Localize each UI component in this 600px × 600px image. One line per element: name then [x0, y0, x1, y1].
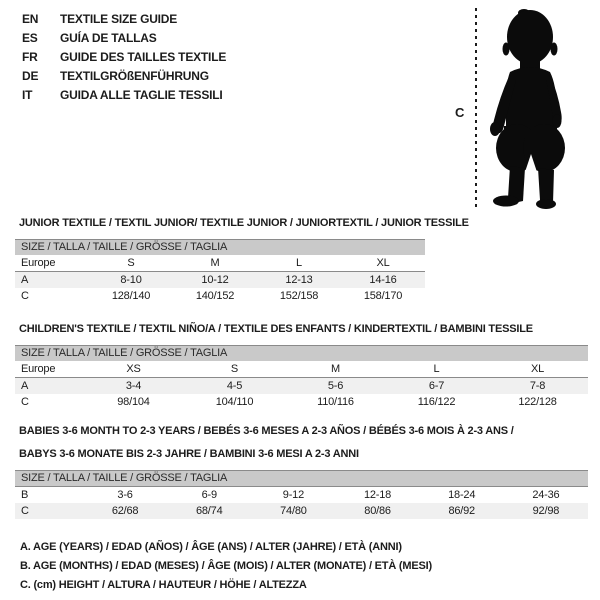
- table-row: [15, 272, 425, 289]
- language-title: TEXTILE SIZE GUIDE: [60, 12, 178, 26]
- section-title: BABYS 3-6 MONATE BIS 2-3 JAHRE / BAMBINI 3-6 MESI A 2-3 ANNI: [19, 448, 359, 460]
- row-label-cell: A: [21, 274, 29, 286]
- table-row: [15, 487, 588, 503]
- row-label-cell: Europe: [15, 361, 83, 378]
- table-cell: XL: [487, 361, 588, 378]
- table-cell: 7-8: [529, 380, 546, 392]
- table-row: [15, 394, 588, 410]
- table-row: [15, 503, 588, 519]
- row-label-cell: B: [21, 489, 29, 501]
- table-cell: 12-13: [285, 274, 313, 286]
- baby-silhouette-graphic: [484, 8, 580, 212]
- table-cell: 24-36: [532, 489, 560, 501]
- table-cell: 98/104: [117, 396, 150, 408]
- table-cell: 3-6: [117, 489, 133, 501]
- table-cell: 74/80: [280, 505, 307, 517]
- height-measure-label: C: [455, 105, 465, 120]
- language-code: FR: [22, 50, 38, 64]
- children-textile-section: [15, 322, 588, 410]
- table-cell: 14-16: [369, 274, 397, 286]
- table-cell: 80/86: [364, 505, 391, 517]
- language-row: [22, 88, 226, 107]
- table-cell: 152/158: [279, 290, 319, 302]
- size-table: [15, 255, 425, 304]
- table-cell: 8-10: [120, 274, 142, 286]
- size-table: [15, 487, 588, 519]
- table-cell: 158/170: [363, 290, 403, 302]
- table-cell: M: [285, 361, 386, 378]
- table-cell: L: [386, 361, 487, 378]
- size-table: [15, 361, 588, 410]
- language-row: [22, 69, 226, 88]
- measure-legend-line: A. AGE (YEARS) / EDAD (AÑOS) / ÂGE (ANS) / ALTER (JAHRE) / ETÀ (ANNI): [20, 541, 402, 553]
- section-title: JUNIOR TEXTILE / TEXTIL JUNIOR/ TEXTILE JUNIOR / JUNIORTEXTIL / JUNIOR TESSILE: [19, 217, 469, 229]
- table-cell: 9-12: [282, 489, 304, 501]
- table-row: [15, 288, 425, 304]
- table-cell: 128/140: [111, 290, 151, 302]
- table-cell: 18-24: [448, 489, 476, 501]
- table-cell: 5-6: [327, 380, 344, 392]
- table-row: [15, 378, 588, 395]
- table-cell: 122/128: [518, 396, 557, 408]
- table-cell: 116/122: [417, 396, 456, 408]
- row-label-cell: C: [21, 290, 29, 302]
- language-title: TEXTILGRÖßENFÜHRUNG: [60, 69, 209, 83]
- measure-legend-line: C. (cm) HEIGHT / ALTURA / HAUTEUR / HÖHE / ALTEZZA: [20, 579, 307, 591]
- table-cell: 4-5: [226, 380, 243, 392]
- language-row: [22, 12, 226, 31]
- table-cell: 3-4: [125, 380, 142, 392]
- language-title-list: [22, 12, 226, 107]
- table-cell: XS: [83, 361, 184, 378]
- size-bar-header: SIZE / TALLA / TAILLE / GRÖSSE / TAGLIA: [15, 470, 588, 487]
- height-measure-dotted-line: [475, 8, 477, 210]
- table-cell: 6-7: [428, 380, 445, 392]
- language-title: GUÍA DE TALLAS: [60, 31, 157, 45]
- table-cell: 10-12: [201, 274, 229, 286]
- row-label-cell: A: [21, 380, 29, 392]
- table-cell: 92/98: [532, 505, 560, 517]
- table-row: [15, 361, 588, 378]
- junior-textile-section: [15, 216, 469, 304]
- language-row: [22, 50, 226, 69]
- table-cell: 6-9: [201, 489, 217, 501]
- language-code: IT: [22, 88, 33, 102]
- measure-legend: [20, 538, 432, 595]
- table-cell: 86/92: [448, 505, 475, 517]
- language-title: GUIDA ALLE TAGLIE TESSILI: [60, 88, 223, 102]
- babies-textile-section: [15, 424, 588, 519]
- row-label-cell: Europe: [15, 255, 89, 272]
- row-label-cell: C: [21, 396, 29, 408]
- table-cell: 68/74: [195, 505, 223, 517]
- language-code: ES: [22, 31, 38, 45]
- language-title: GUIDE DES TAILLES TEXTILE: [60, 50, 227, 64]
- table-cell: S: [184, 361, 285, 378]
- row-label-cell: C: [21, 505, 29, 517]
- section-title: CHILDREN'S TEXTILE / TEXTIL NIÑO/A / TEXTILE DES ENFANTS / KINDERTEXTIL / BAMBINI TESSILE: [19, 323, 533, 335]
- table-row: [15, 255, 425, 272]
- table-cell: 104/110: [215, 396, 254, 408]
- table-cell: 62/68: [111, 505, 139, 517]
- section-title: BABIES 3-6 MONTH TO 2-3 YEARS / BEBÉS 3-6 MESES A 2-3 AÑOS / BÉBÉS 3-6 MOIS À 2-3 ANS /: [19, 425, 514, 437]
- table-cell: 110/116: [317, 396, 354, 408]
- size-bar-header: SIZE / TALLA / TAILLE / GRÖSSE / TAGLIA: [15, 239, 425, 255]
- table-cell: 140/152: [195, 290, 235, 302]
- measure-legend-line: B. AGE (MONTHS) / EDAD (MESES) / ÂGE (MOIS) / ALTER (MONATE) / ETÀ (MESI): [20, 560, 432, 572]
- table-cell: S: [89, 255, 173, 272]
- table-cell: M: [173, 255, 257, 272]
- table-cell: 12-18: [363, 489, 392, 501]
- language-row: [22, 31, 226, 50]
- table-cell: XL: [341, 255, 425, 272]
- language-code: EN: [22, 12, 39, 26]
- table-cell: L: [257, 255, 341, 272]
- language-code: DE: [22, 69, 39, 83]
- size-bar-header: SIZE / TALLA / TAILLE / GRÖSSE / TAGLIA: [15, 345, 588, 361]
